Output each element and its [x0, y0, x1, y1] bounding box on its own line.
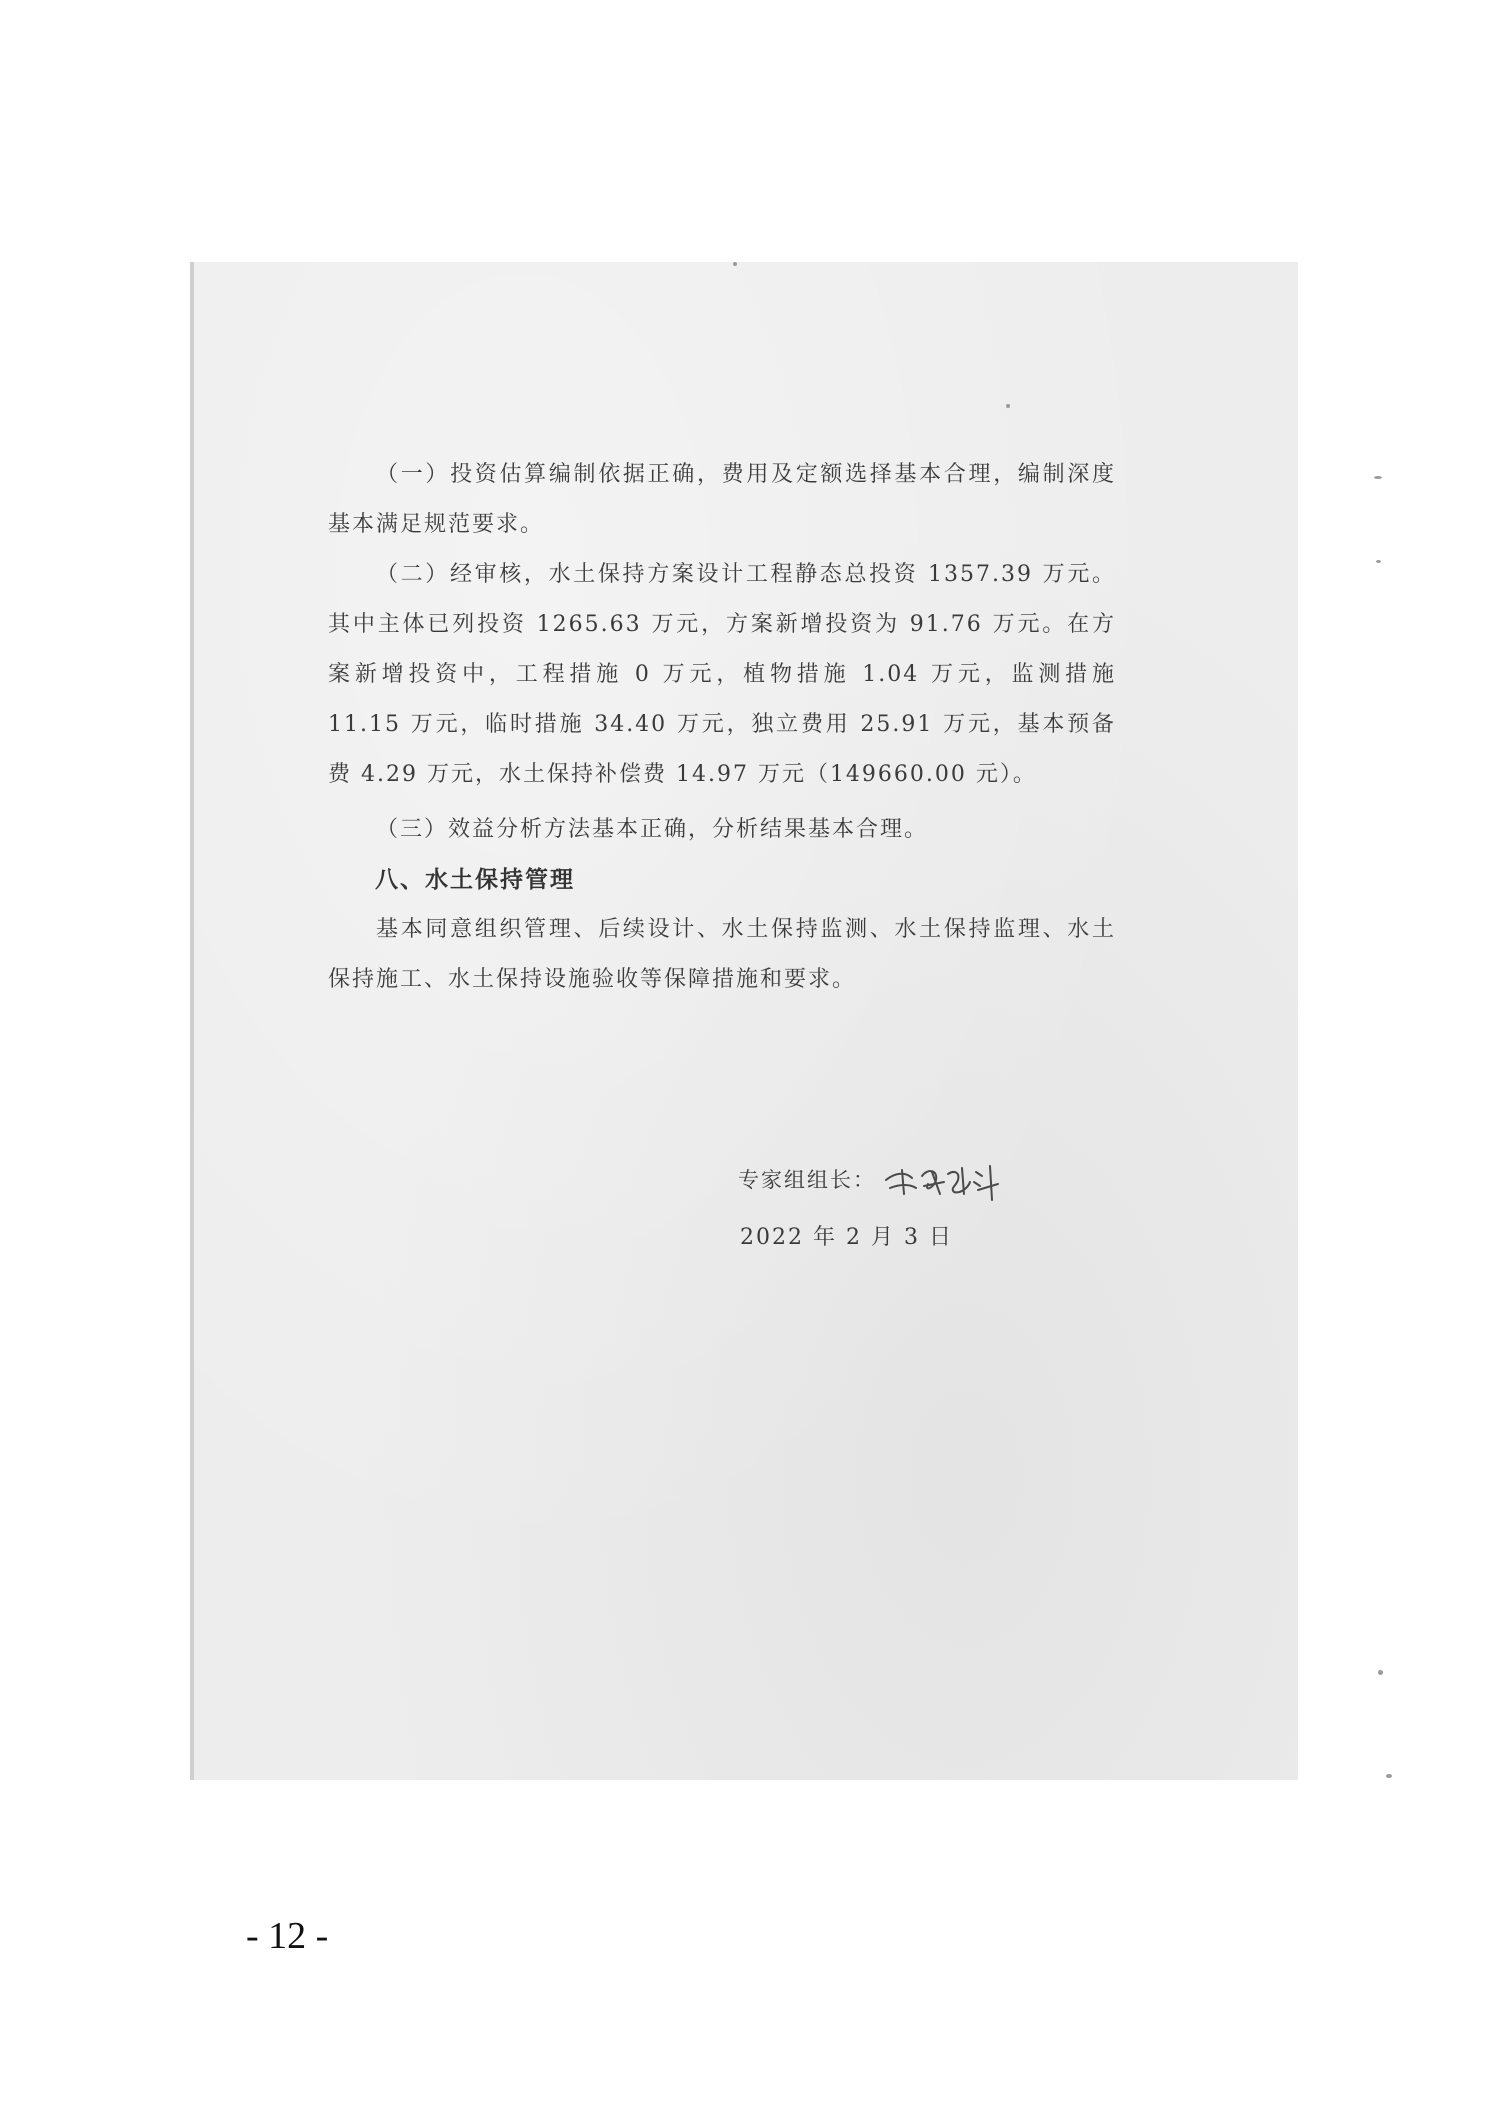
- paragraph-investment-basis: （一）投资估算编制依据正确，费用及定额选择基本合理，编制深度基本满足规范要求。: [328, 462, 1116, 537]
- scan-edge: [190, 262, 194, 1780]
- page-number: - 12 -: [246, 1915, 329, 1957]
- scan-speck: [1376, 560, 1381, 563]
- handwritten-signature: [880, 1158, 1008, 1202]
- signature-block: [738, 1158, 1008, 1202]
- section-heading: 八、水土保持管理: [375, 867, 575, 893]
- signature-label: 专家组组长：: [738, 1168, 876, 1192]
- paragraph-management: 基本同意组织管理、后续设计、水土保持监测、水土保持监理、水土保持施工、水土保持设施验收等保障措施和要求。: [328, 917, 1116, 992]
- scan-speck: [1378, 1670, 1383, 1675]
- paragraph-benefit-analysis: （三）效益分析方法基本正确，分析结果基本合理。: [376, 817, 929, 842]
- scan-speck: [1006, 404, 1010, 408]
- scan-speck: [1374, 476, 1382, 479]
- paragraph-investment-total: （二）经审核，水土保持方案设计工程静态总投资 1357.39 万元。其中主体已列投资 1265.63 万元，方案新增投资为 91.76 万元。在方案新增投资中，工程措施 0 万元，植物措施 1.04 万元，监测措施 11.15 万元，临时措施 34.40 万元，独立费用 25.91 万元，基本预备费 4.29 万元，水土保持补偿费 14.97 万元（149660.00 元）。: [328, 562, 1116, 787]
- document-date: 2022 年 2 月 3 日: [740, 1225, 953, 1250]
- scan-speck: [733, 262, 737, 266]
- scan-speck: [1386, 1774, 1392, 1778]
